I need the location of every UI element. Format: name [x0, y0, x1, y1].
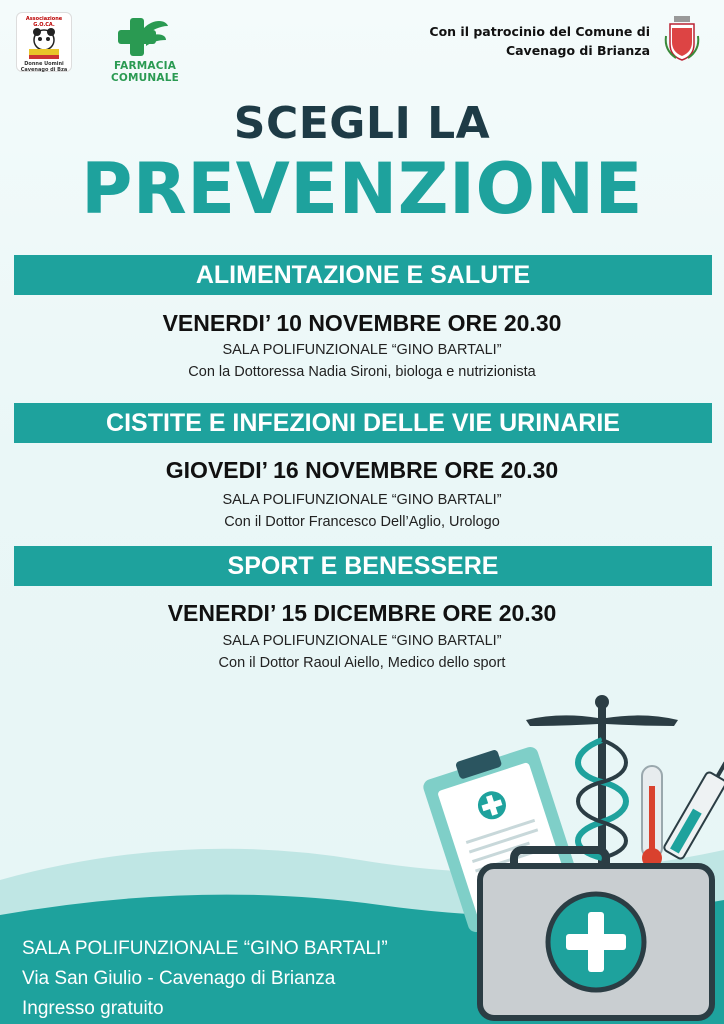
municipal-crest-icon [662, 14, 702, 62]
event-venue: SALA POLIFUNZIONALE “GINO BARTALI” [222, 492, 502, 508]
event-speaker: Con la Dottoressa Nadia Sironi, biologa e nutrizionista [188, 364, 536, 380]
event-speaker: Con il Dottor Francesco Dell’Aglio, Urologo [224, 514, 500, 530]
event-date: GIOVEDI’ 16 NOVEMBRE ORE 20.30 [165, 457, 559, 483]
footer-venue: SALA POLIFUNZIONALE “GINO BARTALI” [22, 938, 388, 959]
medical-illustration [420, 690, 724, 1024]
event-topic-band: ALIMENTAZIONE E SALUTE [14, 255, 712, 295]
patronage-line2: Cavenago di Brianza [505, 43, 650, 58]
footer-address: Via San Giulio - Cavenago di Brianza [22, 968, 336, 989]
association-logo [16, 12, 72, 72]
association-logo-subtext: Donne Uomini Cavenago di Bza [20, 61, 68, 73]
thermometer-icon [642, 766, 662, 868]
syringe-icon [663, 757, 724, 860]
event-venue: SALA POLIFUNZIONALE “GINO BARTALI” [222, 633, 502, 649]
pharmacy-name: FARMACIA COMUNALE [111, 60, 179, 84]
pharmacy-cross-icon [80, 14, 210, 60]
event-speaker: Con il Dottor Raoul Aiello, Medico dello sport [218, 655, 506, 671]
event-date: VENERDI’ 10 NOVEMBRE ORE 20.30 [162, 310, 562, 336]
patronage-text [390, 22, 650, 60]
footer-entry: Ingresso gratuito [22, 998, 164, 1019]
association-logo-text: Associazione G.O.CA. [25, 16, 63, 28]
medical-kit-icon [480, 850, 712, 1018]
patronage-line1: Con il patrocinio del Comune di [429, 24, 650, 39]
event-topic-band: SPORT E BENESSERE [14, 546, 712, 586]
event-date: VENERDI’ 15 DICEMBRE ORE 20.30 [167, 600, 557, 626]
event-venue: SALA POLIFUNZIONALE “GINO BARTALI” [222, 342, 502, 358]
footer-info [22, 934, 442, 1024]
pharmacy-logo [80, 14, 210, 84]
title-line2: PREVENZIONE [81, 148, 643, 230]
title-line1: SCEGLI LA [233, 98, 491, 149]
event-topic-band: CISTITE E INFEZIONI DELLE VIE URINARIE [14, 403, 712, 443]
